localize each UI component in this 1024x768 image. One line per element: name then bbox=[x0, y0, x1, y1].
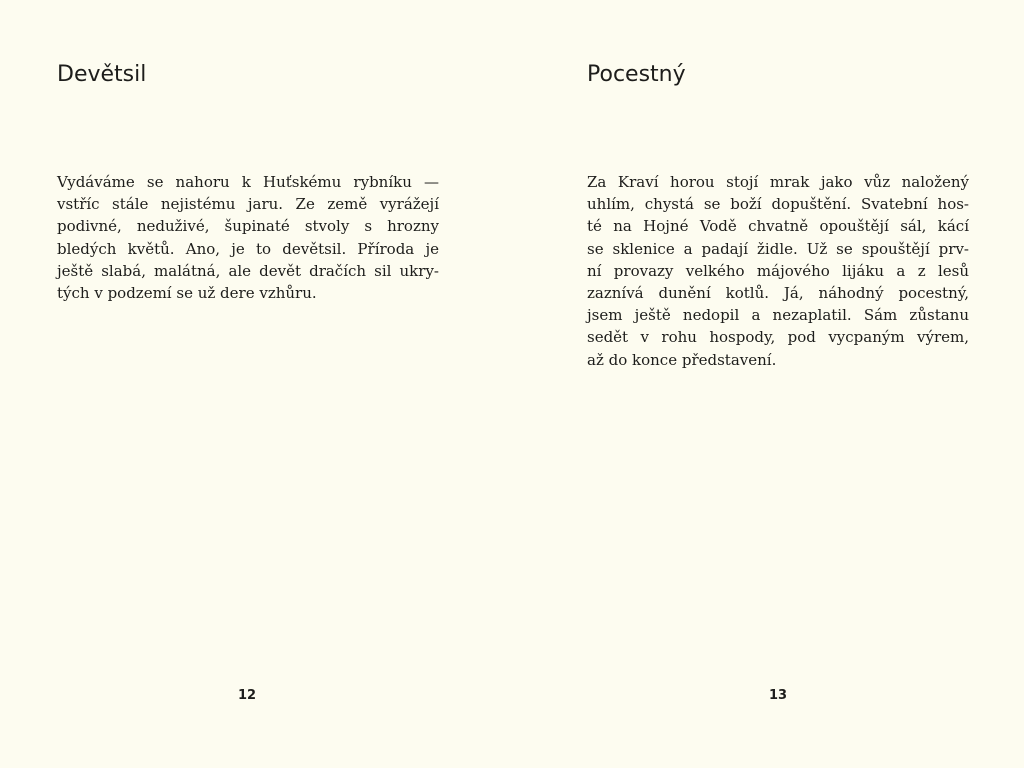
page-number: 13 bbox=[769, 688, 788, 703]
text-line: sedět v rohu hospody, pod vycpaným výrem, bbox=[587, 328, 969, 347]
body-paragraph bbox=[57, 171, 439, 304]
text-line: uhlím, chystá se boží dopuštění. Svatební hos- bbox=[587, 195, 969, 214]
page-number: 12 bbox=[238, 688, 257, 703]
page-title: Pocestný bbox=[587, 62, 686, 87]
text-line: se sklenice a padají židle. Už se spouštějí prv- bbox=[587, 239, 969, 258]
body-paragraph bbox=[587, 171, 969, 371]
text-line: vstříc stále nejistému jaru. Ze země vyrážejí bbox=[57, 195, 439, 214]
text-line: tých v podzemí se už dere vzhůru. bbox=[57, 284, 317, 303]
text-line: jsem ještě nedopil a nezaplatil. Sám zůstanu bbox=[587, 306, 969, 325]
text-line: ještě slabá, malátná, ale devět dračích sil ukry- bbox=[57, 261, 439, 280]
text-line: Vydáváme se nahoru k Huťskému rybníku — bbox=[57, 173, 439, 191]
text-line: ní provazy velkého májového lijáku a z lesů bbox=[587, 261, 969, 280]
right-page bbox=[512, 0, 1024, 768]
text-line: bledých květů. Ano, je to devětsil. Příroda je bbox=[57, 239, 439, 258]
text-line: až do konce představení. bbox=[587, 350, 777, 369]
page-title: Devětsil bbox=[57, 62, 147, 87]
text-line: Za Kraví horou stojí mrak jako vůz naložený bbox=[587, 173, 969, 191]
text-line: zaznívá dunění kotlů. Já, náhodný pocestný, bbox=[587, 284, 969, 303]
text-line: podivné, neduživé, šupinaté stvoly s hrozny bbox=[57, 217, 439, 236]
text-line: té na Hojné Vodě chvatně opouštějí sál, kácí bbox=[587, 217, 969, 236]
